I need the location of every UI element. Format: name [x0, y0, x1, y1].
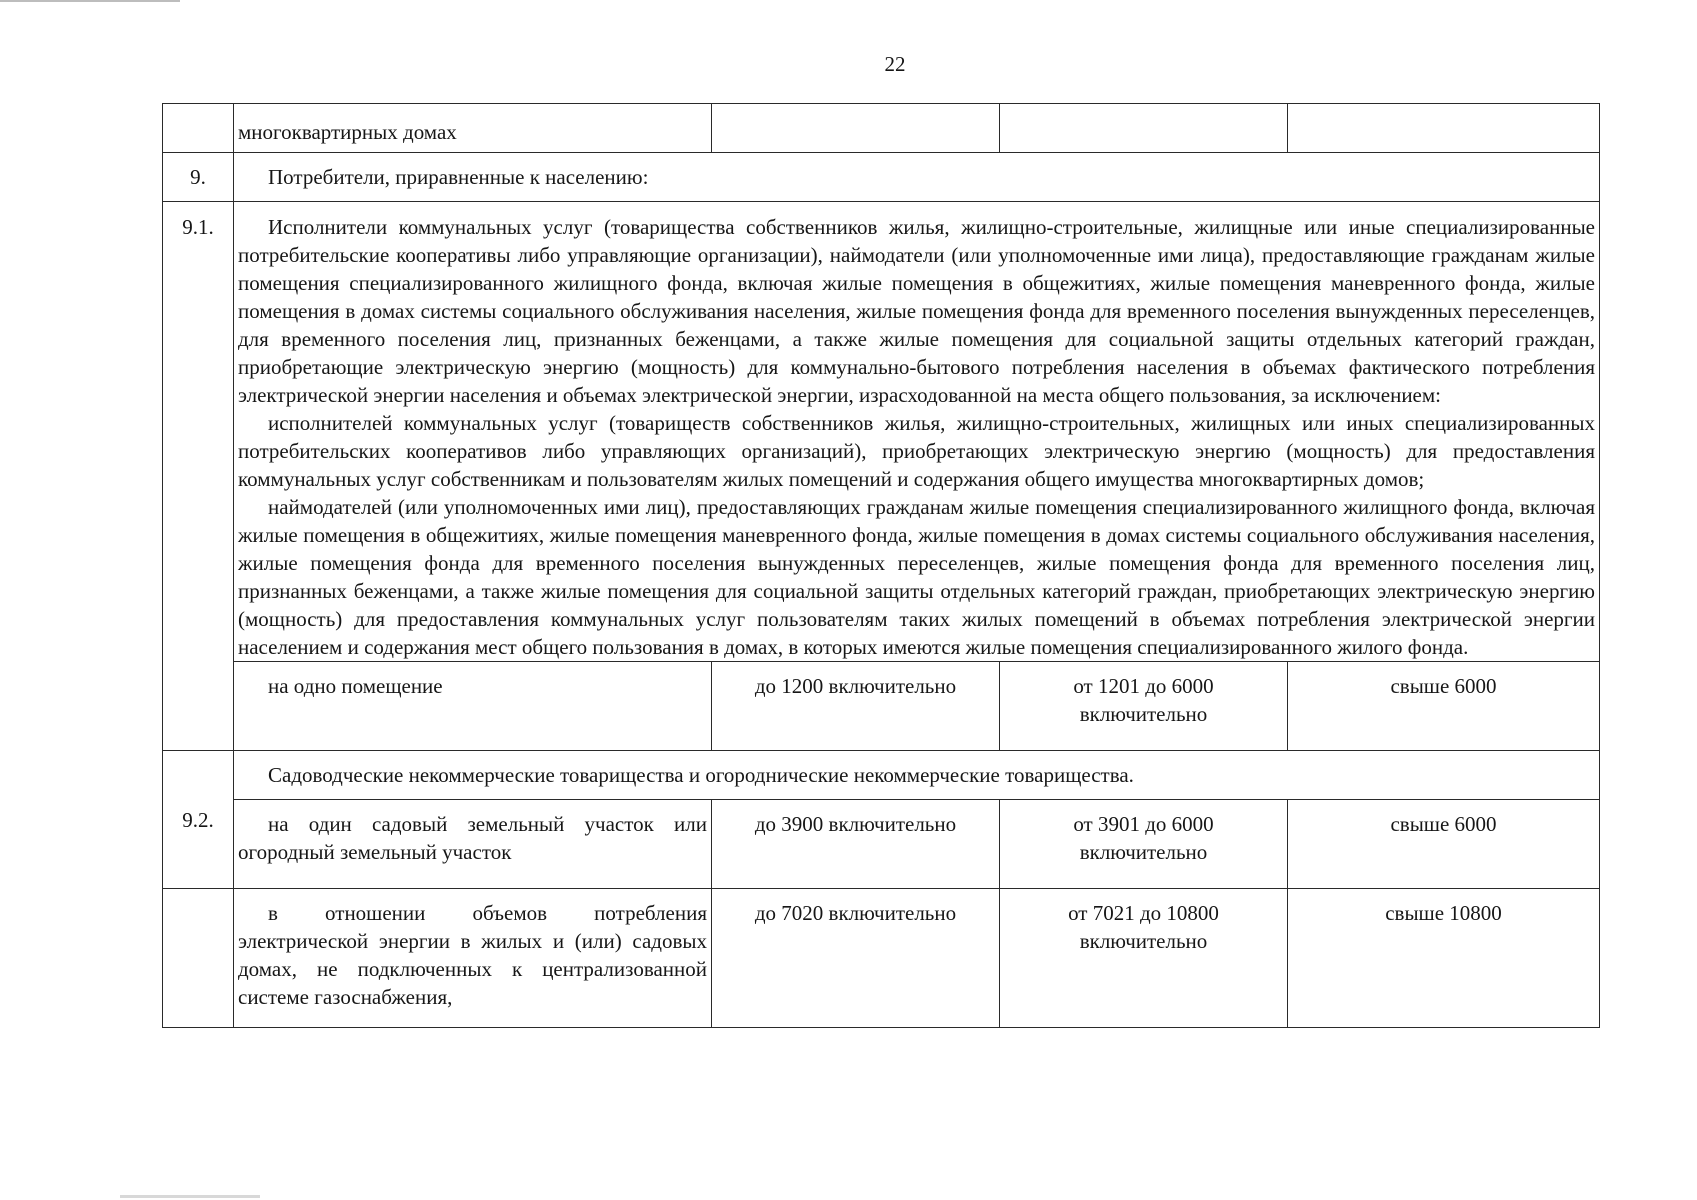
range-low: до 3900 включительно: [712, 800, 1000, 889]
range-low: до 1200 включительно: [712, 662, 1000, 751]
scan-edge-mark: [120, 1195, 260, 1198]
row-number: 9.1.: [163, 202, 234, 751]
range-mid: от 1201 до 6000 включительно: [1000, 662, 1288, 751]
range-high: свыше 6000: [1288, 662, 1600, 751]
range-mid: от 7021 до 10800 включительно: [1000, 889, 1288, 1028]
section-heading: Садоводческие некоммерческие товарищества и огороднические некоммерческие товарищества.: [234, 751, 1600, 800]
table-row: [163, 751, 1600, 800]
page-number: 22: [884, 52, 906, 76]
range-mid: от 3901 до 6000 включительно: [1000, 800, 1288, 889]
range-low: до 7020 включительно: [712, 889, 1000, 1028]
row-number: 9.2.: [163, 751, 234, 889]
paragraph: Исполнители коммунальных услуг (товарищества собственников жилья, жилищно-строительные, жилищные или иные специализированные потребительские кооперативы либо управляющие организации), наймодатели (или уполномоченные ими лица), предоставляющие гражданам жилые помещения специализированного жилищного фонда, включая жилые помещения в общежитиях, жилые помещения маневренного фонда, жилые помещения в домах системы социального обслуживания населения, жилые помещения фонда для временного поселения вынужденных переселенцев, для временного поселения лиц, признанных беженцами, а также жилые помещения для социальной защиты отдельных категорий граждан, приобретающие электрическую энергию (мощность) для коммунально-бытового потребления населения в объемах фактического потребления электрической энергии населения и объемах электрической энергии, израсходованной на места общего пользования, за исключением:: [238, 215, 1595, 407]
tariff-table: [162, 103, 1600, 1028]
volume-label: на один садовый земельный участок или огородный земельный участок: [234, 800, 712, 889]
continuation-text: многоквартирных домах: [234, 104, 712, 153]
range-high: свыше 6000: [1288, 800, 1600, 889]
scan-edge-mark: [0, 0, 180, 2]
table-row: [163, 800, 1600, 889]
category-description: [234, 202, 1600, 662]
table-row: [163, 889, 1600, 1028]
table-row: [163, 153, 1600, 202]
table-row: [163, 202, 1600, 662]
value-cell: [712, 104, 1000, 153]
section-heading: Потребители, приравненные к населению:: [234, 153, 1600, 202]
row-number: 9.: [163, 153, 234, 202]
volume-label: в отношении объемов потребления электрической энергии в жилых и (или) садовых домах, не подключенных к централизованной системе газоснабжения,: [234, 889, 712, 1028]
value-cell: [1288, 104, 1600, 153]
range-high: свыше 10800: [1288, 889, 1600, 1028]
table-row: [163, 662, 1600, 751]
paragraph: исполнителей коммунальных услуг (товариществ собственников жилья, жилищно-строительных, жилищных или иных специализированных потребительских кооперативов либо управляющих организаций), приобретающих электрическую энергию (мощность) для предоставления коммунальных услуг собственникам и пользователям жилых помещений и содержания общего имущества многоквартирных домов;: [238, 411, 1595, 491]
number-cell: [163, 889, 234, 1028]
number-cell: [163, 104, 234, 153]
value-cell: [1000, 104, 1288, 153]
volume-label: на одно помещение: [234, 662, 712, 751]
table-row: [163, 104, 1600, 153]
paragraph: наймодателей (или уполномоченных ими лиц), предоставляющих гражданам жилые помещения специализированного жилищного фонда, включая жилые помещения в общежитиях, жилые помещения маневренного фонда, жилые помещения в домах системы социального обслуживания населения, жилые помещения фонда для временного поселения вынужденных переселенцев, жилые помещения фонда для временного поселения лиц, признанных беженцами, а также жилые помещения для социальной защиты отдельных категорий граждан, приобретающих электрическую энергию (мощность) для предоставления коммунальных услуг пользователям таких жилых помещений в объемах потребления электрической энергии населением и содержания мест общего пользования в домах, в которых имеются жилые помещения специализированного жилого фонда.: [238, 495, 1595, 659]
